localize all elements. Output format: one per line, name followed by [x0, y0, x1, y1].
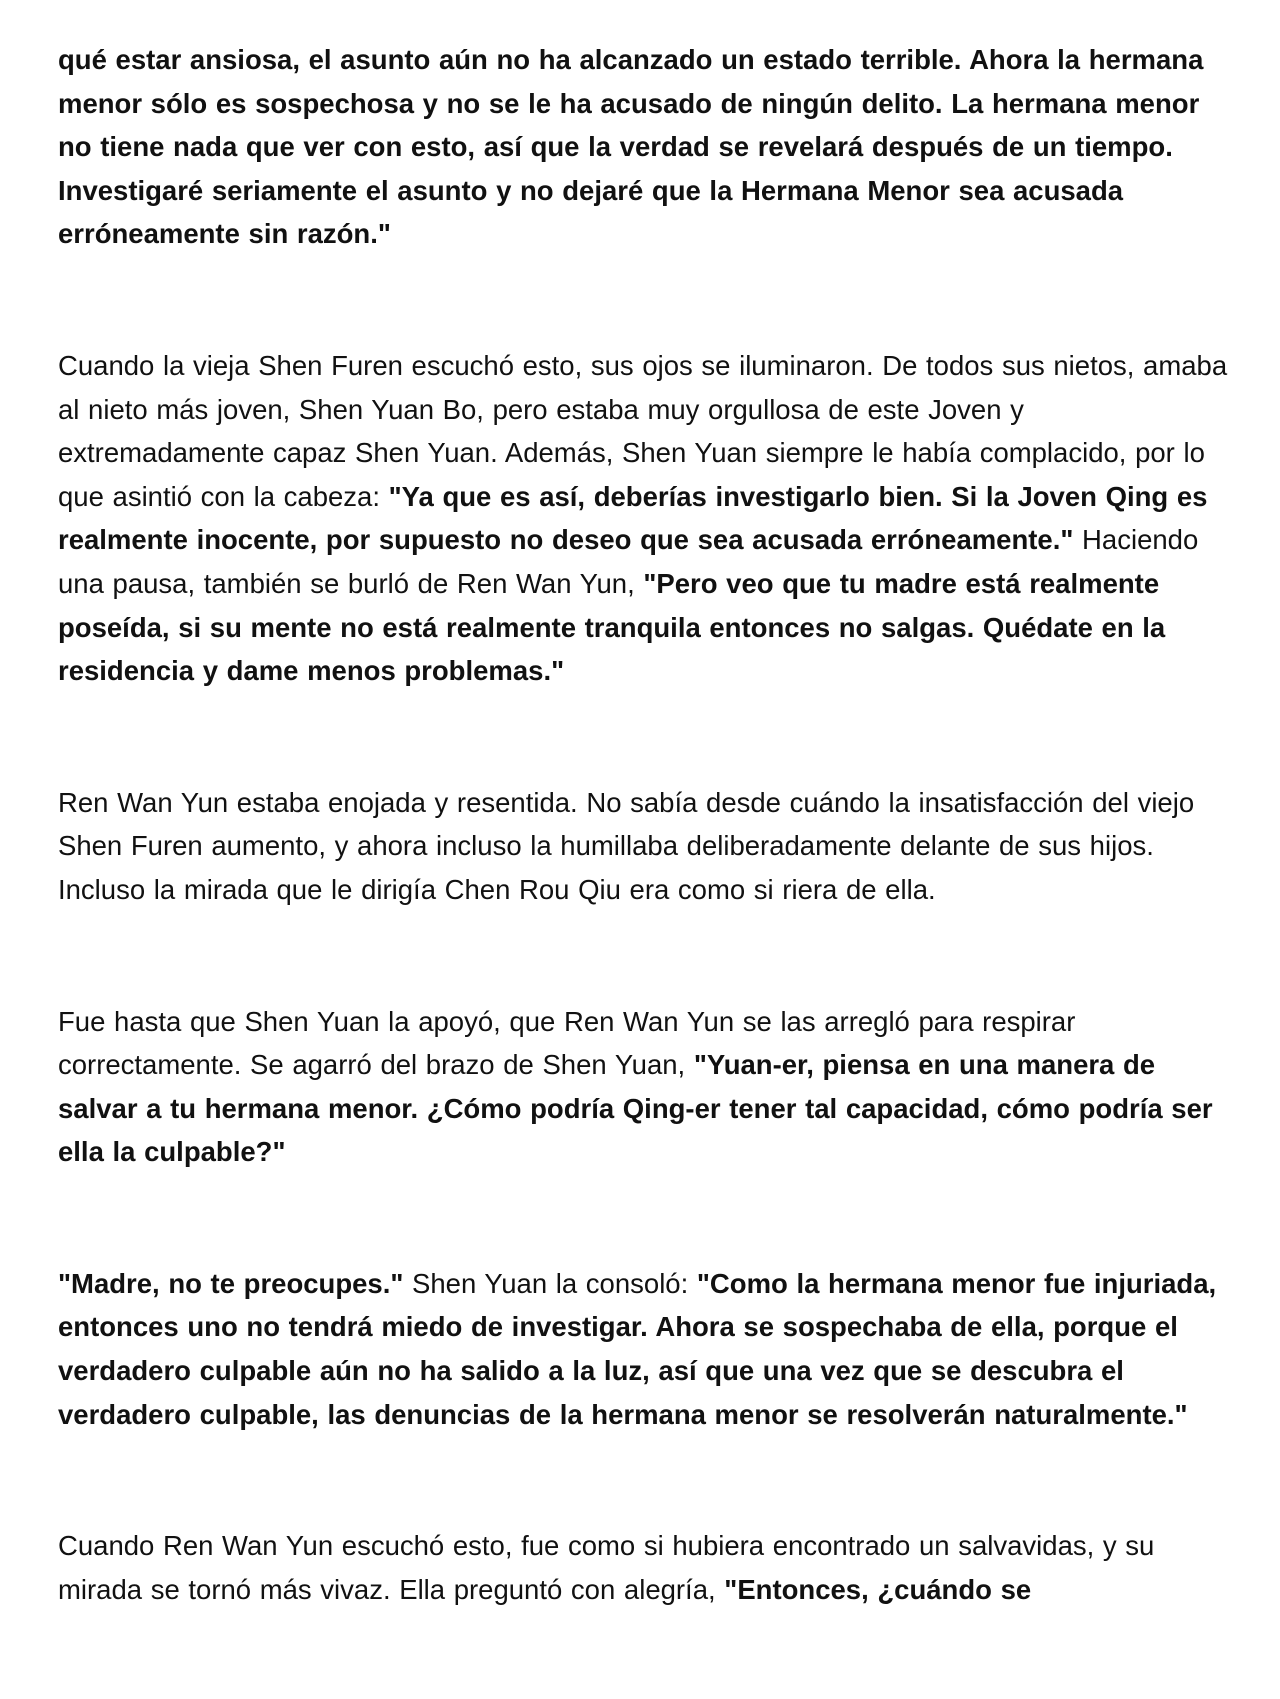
document-page — [58, 38, 1228, 1699]
dialogue-text: qué estar ansiosa, el asunto aún no ha alcanzado un estado terrible. Ahora la hermana menor sólo es sospechosa y no se le ha acusado de ningún delito. La hermana menor no tiene nada que ver con esto, así que la verdad se revelará después de un tiempo. Investigaré seriamente el asunto y no dejaré que la Hermana Menor sea acusada erróneamente sin razón." — [58, 44, 1204, 250]
narration-text: Fue hasta que Shen Yuan la apoyó, que Ren Wan Yun se las arregló para respirar correctamente. Se agarró del brazo de Shen Yuan, — [58, 1005, 1076, 1081]
paragraph-2 — [58, 344, 1228, 693]
dialogue-text: "Madre, no te preocupes." — [58, 1267, 404, 1299]
paragraph-5 — [58, 1262, 1228, 1436]
narration-text: Cuando Ren Wan Yun escuchó esto, fue como si hubiera encontrado un salvavidas, y su mirada se tornó más vivaz. Ella preguntó con alegría, — [58, 1530, 1155, 1605]
paragraph-4 — [58, 1000, 1228, 1174]
dialogue-text: "Entonces, ¿cuándo se — [724, 1573, 1032, 1605]
narration-text: Ren Wan Yun estaba enojada y resentida. No sabía desde cuándo la insatisfacción del viejo Shen Furen aumento, y ahora incluso la humillaba deliberadamente delante de sus hijos. Incluso la mirada que le dirigía Chen Rou Qiu era como si riera de ella. — [58, 786, 1195, 905]
paragraph-6 — [58, 1524, 1228, 1611]
dialogue-text: "Como la hermana menor fue injuriada, entonces uno no tendrá miedo de investigar. Ahora se sospechaba de ella, porque el verdadero culpable aún no ha salido a la luz, así que una vez que se descubra el verdadero culpable, las denuncias de la hermana menor se resolverán naturalmente." — [58, 1267, 1217, 1430]
narration-text: Haciendo una pausa, también se burló de Ren Wan Yun, — [58, 524, 1199, 599]
dialogue-text: "Pero veo que tu madre está realmente poseída, si su mente no está realmente tranquila entonces no salgas. Quédate en la residencia y dame menos problemas." — [58, 567, 1166, 687]
paragraph-1 — [58, 38, 1228, 256]
narration-text: Cuando la vieja Shen Furen escuchó esto, sus ojos se iluminaron. De todos sus nietos, amaba al nieto más joven, Shen Yuan Bo, pero estaba muy orgullosa de este Joven y extremadamente capaz Shen Yuan. Además, Shen Yuan siempre le había complacido, por lo que asintió con la cabeza: — [58, 349, 1228, 512]
paragraph-3 — [58, 781, 1228, 912]
narration-text: Shen Yuan la consoló: — [403, 1267, 697, 1299]
dialogue-text: "Ya que es así, deberías investigarlo bien. Si la Joven Qing es realmente inocente, por supuesto no deseo que sea acusada erróneamente." — [58, 480, 1208, 556]
dialogue-text: "Yuan-er, piensa en una manera de salvar a tu hermana menor. ¿Cómo podría Qing-er tener tal capacidad, cómo podría ser ella la culpable?" — [58, 1049, 1213, 1168]
